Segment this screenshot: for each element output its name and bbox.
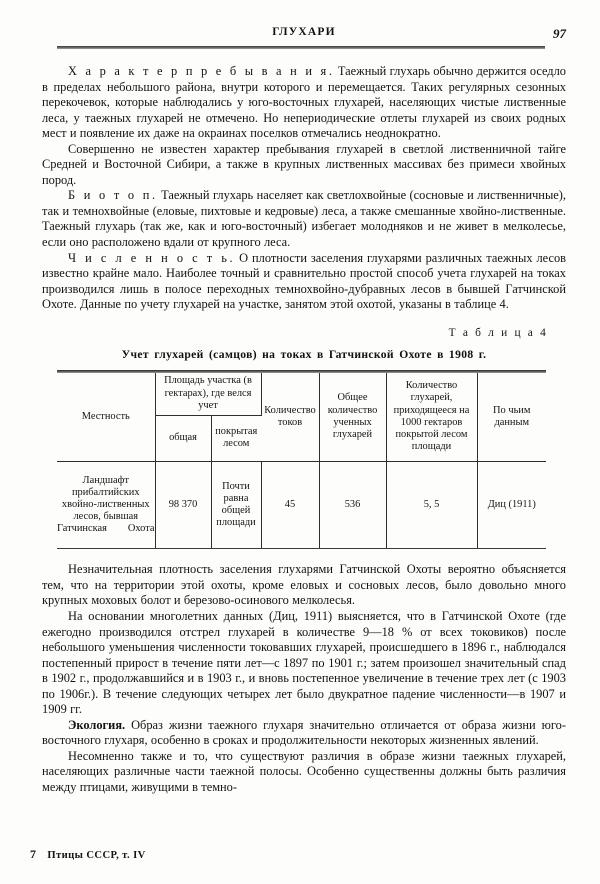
cell-area-total: 98 370: [155, 462, 211, 548]
paragraph-body: Совершенно не известен характер пребывания глухарей в светлой лиственничной тайге Средней и Восточной Сибири, а также в крупных лиственных массивах без примеси хвойных пород.: [42, 141, 566, 187]
signature-line: [30, 847, 146, 862]
cell-per-1000ha: 5, 5: [386, 462, 477, 548]
signature-number: 7: [30, 847, 37, 861]
th-area-group: Площадь участка (в гектарах), где велся учет: [155, 373, 261, 416]
header-rule: [57, 46, 545, 49]
cell-locality: Ландшафт прибалтийских хвойно-лиственных лесов, бывшая Гатчинская Охота: [57, 474, 155, 535]
table-header-row-1: [57, 373, 546, 416]
th-per-1000ha: Количество глухарей, приходящееся на 1000 гектаров покрытой лесом площади: [386, 373, 477, 461]
table-row: [57, 462, 546, 548]
th-area-total: общая: [155, 415, 211, 461]
paragraph-ecology: [42, 718, 566, 749]
paragraph-character-of-stay: [42, 64, 566, 142]
paragraph-lead-in: Экология.: [68, 717, 126, 732]
cell-source-name: Диц (1911): [487, 498, 536, 510]
page-content-column: [42, 26, 566, 796]
paragraph-longterm-data: [42, 609, 566, 718]
page-number: 97: [553, 26, 566, 41]
table-block: [42, 327, 566, 550]
table-bottom-rule: [57, 548, 546, 549]
running-head: [42, 26, 566, 52]
paragraph-body: На основании многолетних данных (Диц, 1911) выясняется, что в Гатчинской Охоте (где ежегодно производился отстрел глухарей в количестве 9—18 % от всех токовиков) после небольшого уменьшения численности токовавших глухарей, происшедшего в 1896 г., наблюдался постепенный прирост в течение пяти лет—с 1897 по 1901 г.; затем произошел значительный спад в 1902 г., продолжавшийся и в 1903 г., и вновь постепенное увеличение в течение трех лет (с 1903 по 1906г.). В течение следующих четырех лет было двукратное падение численности—в 1907 и 1909 гг.: [42, 608, 566, 717]
paragraph-regional-differences: [42, 749, 566, 796]
paragraph-low-density: [42, 562, 566, 609]
paragraph-body: Несомненно также и то, что существуют различия в образе жизни таежных глухарей, населяющих различные части таежной полосы. Особенно существенны должны быть различия между птицами, живущими в темно-: [42, 748, 566, 794]
paragraph-lead-in: Х а р а к т е р п р е б ы в а н и я.: [68, 64, 335, 78]
th-lek-count: Количество токов: [261, 373, 319, 461]
running-head-title: ГЛУХАРИ: [272, 26, 336, 38]
th-total-counted: Общее количество ученных глухарей: [319, 373, 386, 461]
paragraph-unknown-range: [42, 142, 566, 189]
cell-lek-count: 45: [261, 462, 319, 548]
capercaillie-count-table: [57, 370, 546, 550]
body-text-below-table: [42, 562, 566, 795]
th-source: По чьим данным: [493, 404, 531, 428]
paragraph-body: Образ жизни таежного глухаря значительно отличается от образа жизни юго-восточного глухаря, особенно в сроках и продолжительности некоторых жизненных явлений.: [42, 717, 566, 748]
th-locality: Местность: [81, 410, 130, 422]
paragraph-lead-in: Ч и с л е н н о с т ь.: [68, 250, 236, 265]
signature-text: Птицы СССР, т. IV: [47, 850, 146, 861]
table-number-label: Т а б л и ц а 4: [448, 326, 548, 339]
paragraph-lead-in: Б и о т о п.: [68, 188, 158, 203]
cell-source: [477, 462, 546, 548]
paragraph-body: Незначительная плотность заселения глухарями Гатчинской Охоты вероятно объясняется тем, что на территории этой охоты, кроме еловых и сосновых лесов, было довольно много крупных моховых болот и березово-осинового мелколесья.: [42, 562, 566, 608]
cell-total-counted: 536: [319, 462, 386, 548]
cell-area-forested: Почти равна общей площади: [211, 462, 261, 548]
th-area-forested: покрытая лесом: [215, 426, 258, 450]
paragraph-body: Таежный глухарь населяет как светлохвойные (сосновые и лиственничные), так и темнохвойные (еловые, пихтовые и кедровые) леса, а также смешанные хвойно-лиственные. Таежный глухарь (так же, как и юго-восточный) избегает молодняков и не живет в мелколесье, если оно расположено вдали от крупного леса.: [42, 188, 566, 250]
paragraph-biotope: [42, 188, 566, 250]
paragraph-body: Таежный глухарь обычно держится оседло в пределах небольшого района, внутри которого и перемещается. Таких регулярных сезонных перекочевок, которые наблюдались у юго-восточных глухарей, населяющих чистые лиственные леса, у таежных глухарей не отмечено. Но непериодические отлеты глухарей из своих родных мест и появление их даже на окраинах поселков отмечались неоднократно.: [42, 64, 566, 141]
paragraph-body: О плотности заселения глухарями различных таежных лесов известно крайне мало. Наиболее точный и сравнительно простой способ учета глухарей на токах производился лишь в полосе переходных темнохвойно-дубравных лесов в бывшей Гатчинской Охоте. Данные по учету глухарей на участке, занятом этой охотой, указаны в таблице 4.: [42, 250, 566, 312]
paragraph-abundance: [42, 251, 566, 313]
table-caption: Учет глухарей (самцов) на токах в Гатчинской Охоте в 1908 г.: [121, 347, 487, 361]
body-text-above-table: [42, 64, 566, 313]
table-bottom-rule-row: [57, 548, 546, 549]
